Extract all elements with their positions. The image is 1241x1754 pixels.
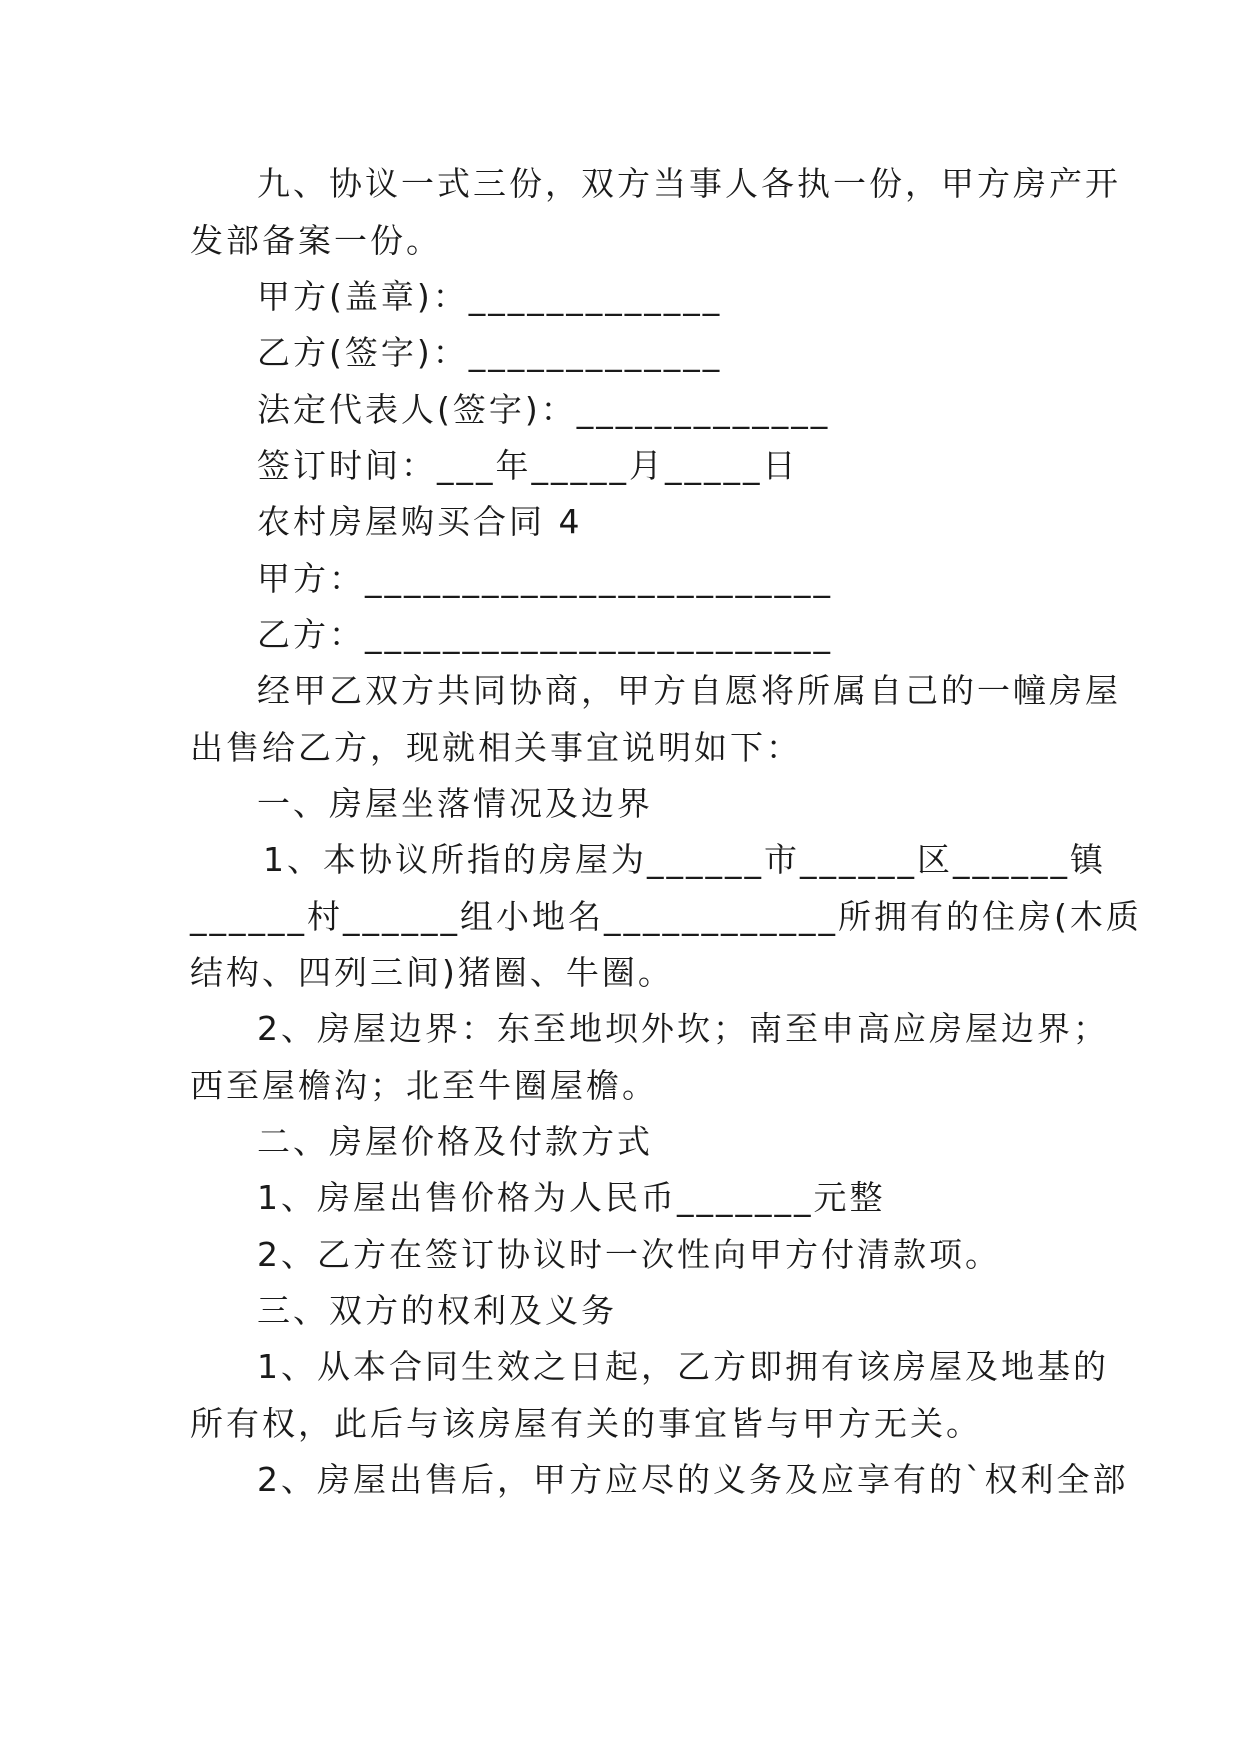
paragraph-line: 2、房屋出售后，甲方应尽的义务及应享有的`权利全部 — [257, 1460, 1129, 1499]
section-heading: 三、双方的权利及义务 — [257, 1291, 617, 1330]
section-heading: 一、房屋坐落情况及边界 — [257, 784, 653, 823]
paragraph-line: 2、房屋边界：东至地坝外坎；南至申高应房屋边界； — [257, 1009, 1109, 1048]
party-a-line: 甲方：________________________ — [257, 559, 833, 598]
paragraph-line: 1、从本合同生效之日起，乙方即拥有该房屋及地基的 — [257, 1347, 1109, 1386]
paragraph-line: 经甲乙双方共同协商，甲方自愿将所属自己的一幢房屋 — [257, 671, 1121, 710]
party-b-line: 乙方：________________________ — [257, 615, 833, 654]
paragraph-line: 结构、四列三间)猪圈、牛圈。 — [190, 953, 674, 992]
paragraph-line: 2、乙方在签订协议时一次性向甲方付清款项。 — [257, 1235, 1001, 1274]
paragraph-line: 九、协议一式三份，双方当事人各执一份，甲方房产开 — [257, 164, 1121, 203]
signature-line-legal-rep: 法定代表人(签字)：_____________ — [257, 390, 831, 429]
contract-title: 农村房屋购买合同 4 — [257, 502, 583, 541]
paragraph-line: 所有权，此后与该房屋有关的事宜皆与甲方无关。 — [190, 1404, 982, 1443]
paragraph-line: 发部备案一份。 — [190, 221, 442, 260]
paragraph-line: 1、本协议所指的房屋为______市______区______镇 — [263, 840, 1106, 879]
section-heading: 二、房屋价格及付款方式 — [257, 1122, 653, 1161]
paragraph-line: 西至屋檐沟；北至牛圈屋檐。 — [190, 1066, 658, 1105]
signing-date-line: 签订时间：___年_____月_____日 — [257, 446, 799, 485]
paragraph-line: ______村______组小地名____________所拥有的住房(木质 — [190, 897, 1142, 936]
signature-line-party-a: 甲方(盖章)：_____________ — [257, 277, 723, 316]
signature-line-party-b: 乙方(签字)：_____________ — [257, 333, 723, 372]
paragraph-line: 出售给乙方，现就相关事宜说明如下： — [190, 728, 802, 767]
paragraph-line: 1、房屋出售价格为人民币_______元整 — [257, 1178, 886, 1217]
